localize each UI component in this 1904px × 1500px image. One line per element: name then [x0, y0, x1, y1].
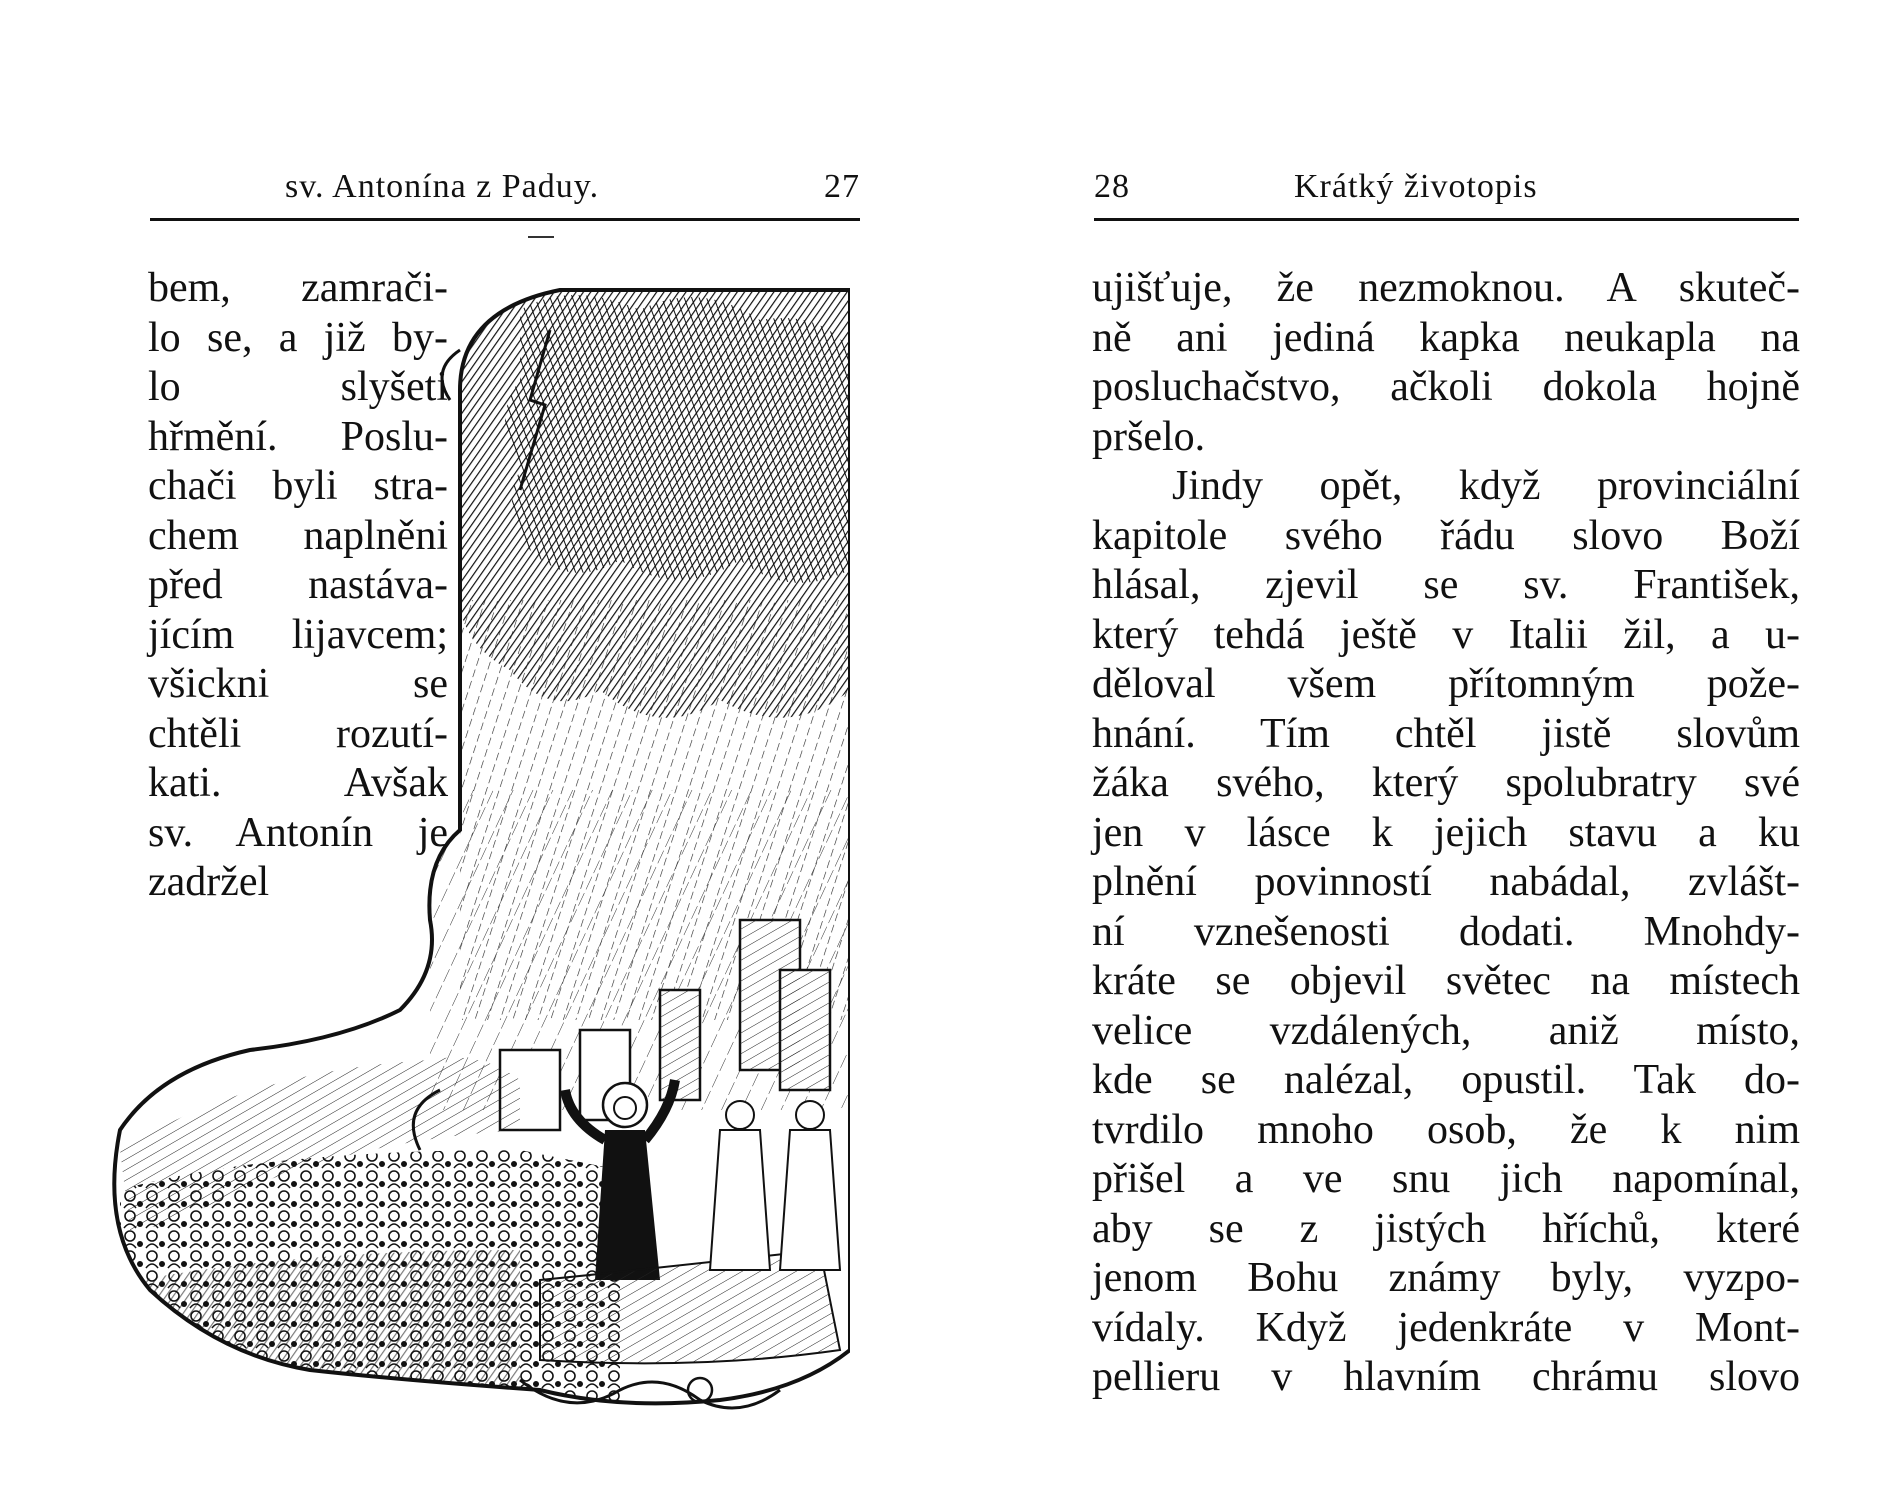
right-line: velice vzdálených, aniž místo, — [1092, 1007, 1800, 1054]
left-running-title: sv. Antonína z Paduy. — [285, 168, 600, 205]
right-line: Jindy opět, když provinciální — [1172, 463, 1800, 509]
right-line: ní vznešenosti dodati. Mnohdy- — [1092, 908, 1800, 955]
left-line: kati. Avšak — [148, 760, 448, 806]
right-line: posluchačstvo, ačkoli dokola hojně — [1092, 364, 1800, 410]
left-line: sv. Antonín je — [148, 809, 448, 856]
left-line: jícím lijavcem; — [148, 611, 448, 658]
right-line: ně ani jediná kapka neukapla na — [1092, 314, 1800, 361]
left-line: bem, zamrači- — [148, 265, 448, 311]
right-line: plnění povinností nabádal, zvlášt- — [1092, 859, 1800, 905]
left-header-rule — [150, 218, 860, 221]
ornament-dash — [528, 236, 554, 238]
left-line: chem naplněni — [148, 512, 448, 559]
left-line: chači byli stra- — [148, 463, 448, 509]
right-header-rule — [1094, 218, 1799, 221]
right-text-column — [1092, 264, 1800, 1403]
left-text-column — [148, 264, 448, 908]
right-running-title: Krátký životopis — [1294, 168, 1538, 205]
right-line: tvrdilo mnoho osob, že k nim — [1092, 1106, 1800, 1153]
right-line: kde se nalézal, opustil. Tak do- — [1092, 1057, 1800, 1103]
left-line: všickni se — [148, 661, 448, 707]
right-line: kráte se objevil světec na místech — [1092, 958, 1800, 1004]
left-line: před nastáva- — [148, 562, 448, 608]
left-line: lo slyšeti — [148, 364, 448, 410]
right-line: žáka svého, který spolubratry své — [1092, 760, 1800, 806]
right-line: jenom Bohu známy byly, vyzpo- — [1092, 1255, 1800, 1301]
right-line: přišel a ve snu jich napomínal, — [1092, 1156, 1800, 1202]
right-page-header — [1094, 168, 1799, 208]
left-page-number: 27 — [824, 168, 860, 205]
right-line: ujišťuje, že nezmoknou. A skuteč- — [1092, 265, 1800, 311]
right-line: pršelo. — [1092, 413, 1206, 460]
left-line: lo se, a již by- — [148, 314, 448, 361]
right-line: pellieru v hlavním chrámu slovo — [1092, 1354, 1800, 1400]
right-line: hlásal, zjevil se sv. František, — [1092, 562, 1800, 608]
right-line: hnání. Tím chtěl jistě slovům — [1092, 710, 1800, 757]
right-line: který tehdá ještě v Italii žil, a u- — [1092, 611, 1800, 658]
right-page-number: 28 — [1094, 168, 1130, 205]
right-line: jen v lásce k jejich stavu a ku — [1092, 809, 1800, 856]
right-line: kapitole svého řádu slovo Boží — [1092, 512, 1800, 559]
right-line: aby se z jistých hříchů, které — [1092, 1205, 1800, 1252]
left-line: zadržel — [148, 859, 270, 905]
left-line: hřmění. Poslu- — [148, 413, 448, 460]
right-line: vídaly. Když jedenkráte v Mont- — [1092, 1304, 1800, 1351]
left-page-header — [150, 168, 860, 208]
right-line: děloval všem přítomným pože- — [1092, 661, 1800, 707]
left-line: chtěli rozutí- — [148, 710, 448, 757]
right-page — [952, 0, 1904, 1500]
